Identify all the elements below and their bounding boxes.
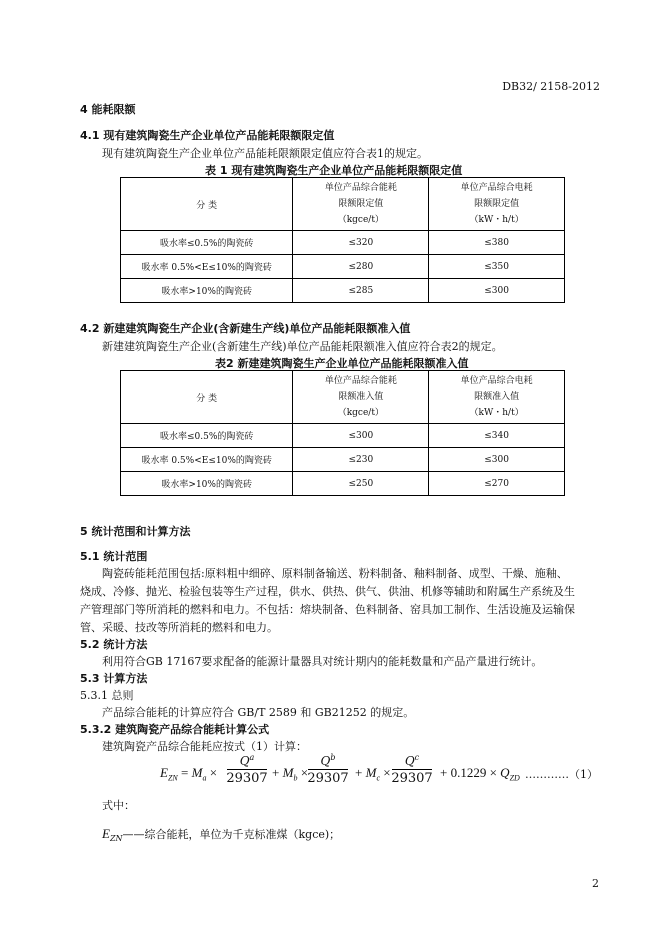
section-5-3-title: 5.3 计算方法 [80, 672, 148, 685]
where-label: 式中： [102, 799, 135, 812]
section-5-1-line: 产管理部门等所消耗的燃料和电力。不包括：熔块制备、色料制备、窑具加工制作、生活设施及运输保 [80, 603, 575, 616]
section-5-1-title: 5.1 统计范围 [80, 550, 148, 563]
symbol-definition: $E_{ZN}——$综合能耗，单位为千克标准煤（kgce)； [102, 826, 341, 844]
table-2-header-electricity: 单位产品综合电耗 限额准入值 （kW・h/t） [429, 371, 565, 424]
fraction-a: $Q^a$ 29307 [226, 753, 268, 786]
table-row: 吸水率≤0.5%的陶瓷砖 ≤300 ≤340 [121, 424, 565, 448]
table-row: 吸水率>10%的陶瓷砖 ≤250 ≤270 [121, 472, 565, 496]
page-number: 2 [592, 877, 599, 890]
formula-number: …………（1） [525, 768, 598, 781]
table-1-header-category: 分 类 [121, 178, 293, 231]
table-2-caption: 表2 新建建筑陶瓷生产企业单位产品能耗限额准入值 [215, 357, 469, 370]
table-row: 吸水率 0.5%<E≤10%的陶瓷砖 ≤280 ≤350 [121, 255, 565, 279]
section-5-1-line: 陶瓷砖能耗范围包括:原料粗中细碎、原料制备输送、粉料制备、釉料制备、成型、干燥、施釉、 [102, 567, 568, 580]
section-5-3-1-text: 产品综合能耗的计算应符合 GB/T 2589 和 GB21252 的规定。 [102, 706, 415, 719]
table-row: 吸水率>10%的陶瓷砖 ≤285 ≤300 [121, 279, 565, 303]
section-5-3-1-title: 5.3.1 总则 [80, 689, 134, 702]
section-5-3-2-title: 5.3.2 建筑陶瓷产品综合能耗计算公式 [80, 723, 270, 736]
table-1-header-energy: 单位产品综合能耗 限额限定值 （kgce/t） [293, 178, 429, 231]
fraction-c: $Q^c$ 29307 [391, 753, 433, 786]
section-5-2-title: 5.2 统计方法 [80, 638, 148, 651]
section-4-1-title: 4.1 现有建筑陶瓷生产企业单位产品能耗限额限定值 [80, 129, 335, 142]
table-2-header-category: 分 类 [121, 371, 293, 424]
section-4-2-text: 新建建筑陶瓷生产企业(含新建生产线)单位产品能耗限额准入值应符合表2的规定。 [102, 340, 503, 353]
table-1-caption: 表 1 现有建筑陶瓷生产企业单位产品能耗限额限定值 [205, 164, 463, 177]
table-1 [120, 177, 565, 303]
section-5-3-2-text: 建筑陶瓷产品综合能耗应按式（1）计算： [102, 740, 307, 753]
section-4-1-text: 现有建筑陶瓷生产企业单位产品能耗限额限定值应符合表1的规定。 [102, 147, 428, 160]
section-4-title: 4 能耗限额 [80, 103, 136, 116]
section-5-1-line: 烧成、冷修、抛光、检验包装等生产过程，供水、供热、供气、供油、机修等辅助和附属生产系统及生 [80, 585, 575, 598]
section-5-1-line: 管、采暖、技改等所消耗的燃料和电力。 [80, 621, 278, 634]
section-4-2-title: 4.2 新建建筑陶瓷生产企业(含新建生产线)单位产品能耗限额准入值 [80, 322, 411, 335]
standard-number: DB32/ 2158-2012 [502, 80, 600, 93]
table-row: 吸水率≤0.5%的陶瓷砖 ≤320 ≤380 [121, 231, 565, 255]
fraction-b: $Q^b$ 29307 [307, 753, 349, 786]
section-5-2-text: 利用符合GB 17167要求配备的能源计量器具对统计期内的能耗数量和产品产量进行统计。 [102, 655, 543, 668]
table-2 [120, 370, 565, 496]
table-row: 吸水率 0.5%<E≤10%的陶瓷砖 ≤230 ≤300 [121, 448, 565, 472]
table-2-header-energy: 单位产品综合能耗 限额准入值 （kgce/t） [293, 371, 429, 424]
section-5-title: 5 统计范围和计算方法 [80, 525, 191, 538]
table-1-header-electricity: 单位产品综合电耗 限额限定值 （kW・h/t） [429, 178, 565, 231]
